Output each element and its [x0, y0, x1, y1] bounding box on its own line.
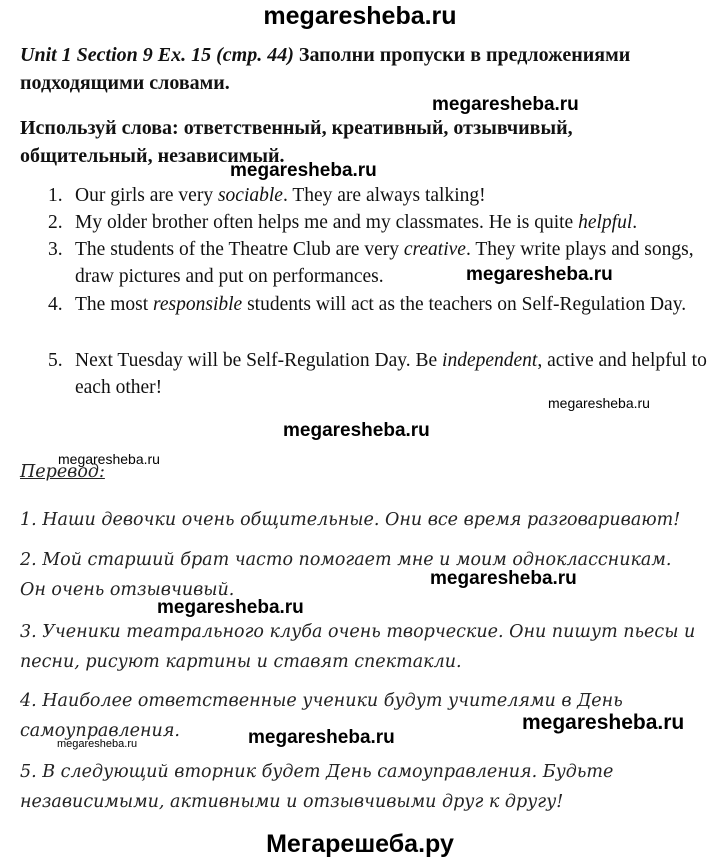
translation-item: 5. В следующий вторник будет День самоуправления. Будьте независимыми, активными и отзывчивыми друг к другу! — [20, 762, 614, 812]
answer-word: independent — [442, 350, 538, 371]
translation-item: 2. Мой старший брат часто помогает мне и моим одноклассникам. Он очень отзывчивый. — [20, 550, 672, 600]
title-text: Заполни пропуски в предложениями — [293, 44, 631, 66]
answer-word: responsible — [153, 294, 243, 315]
watermark: megaresheba.ru — [248, 727, 395, 748]
translation-item: 1. Наши девочки очень общительные. Они все время разговаривают! — [20, 510, 681, 530]
watermark: megaresheba.ru — [58, 451, 160, 467]
watermark: megaresheba.ru — [57, 738, 138, 750]
watermark: megaresheba.ru — [230, 160, 377, 181]
item-number: 2. — [48, 212, 63, 233]
translation-heading: Перевод: — [20, 462, 105, 482]
translation-item: 4. Наиболее ответственные ученики будут учителями в День самоуправления. — [20, 691, 623, 741]
watermark: megaresheba.ru — [466, 264, 613, 285]
item-number: 5. — [48, 350, 63, 371]
footer-brand: Мегарешеба.ру — [266, 830, 454, 858]
item-number: 4. — [48, 294, 63, 315]
exercise-title — [20, 44, 630, 67]
item-number: 3. — [48, 239, 63, 260]
answer-word: creative — [403, 239, 466, 260]
watermark: megaresheba.ru — [283, 420, 430, 441]
task-instruction-line2: общительный, независимый. — [20, 145, 285, 167]
exercise-reference: Unit 1 Section 9 Ex. 15 (стр. 44) — [20, 44, 294, 66]
watermark: megaresheba.ru — [430, 568, 577, 589]
header-watermark: megaresheba.ru — [263, 2, 457, 30]
answer-word: sociable — [217, 185, 283, 206]
watermark: megaresheba.ru — [432, 94, 579, 115]
answer-word: helpful — [578, 212, 633, 233]
watermark: megaresheba.ru — [522, 711, 685, 734]
task-instruction: Используй слова: ответственный, креативный, отзывчивый, — [20, 117, 573, 139]
watermark: megaresheba.ru — [548, 395, 650, 411]
title-text-line2: подходящими словами. — [20, 72, 230, 94]
watermark: megaresheba.ru — [157, 597, 304, 618]
item-number: 1. — [48, 185, 63, 206]
translation-item: 3. Ученики театрального клуба очень творческие. Они пишут пьесы и песни, рисуют картины и ставят спектакли. — [20, 622, 696, 672]
